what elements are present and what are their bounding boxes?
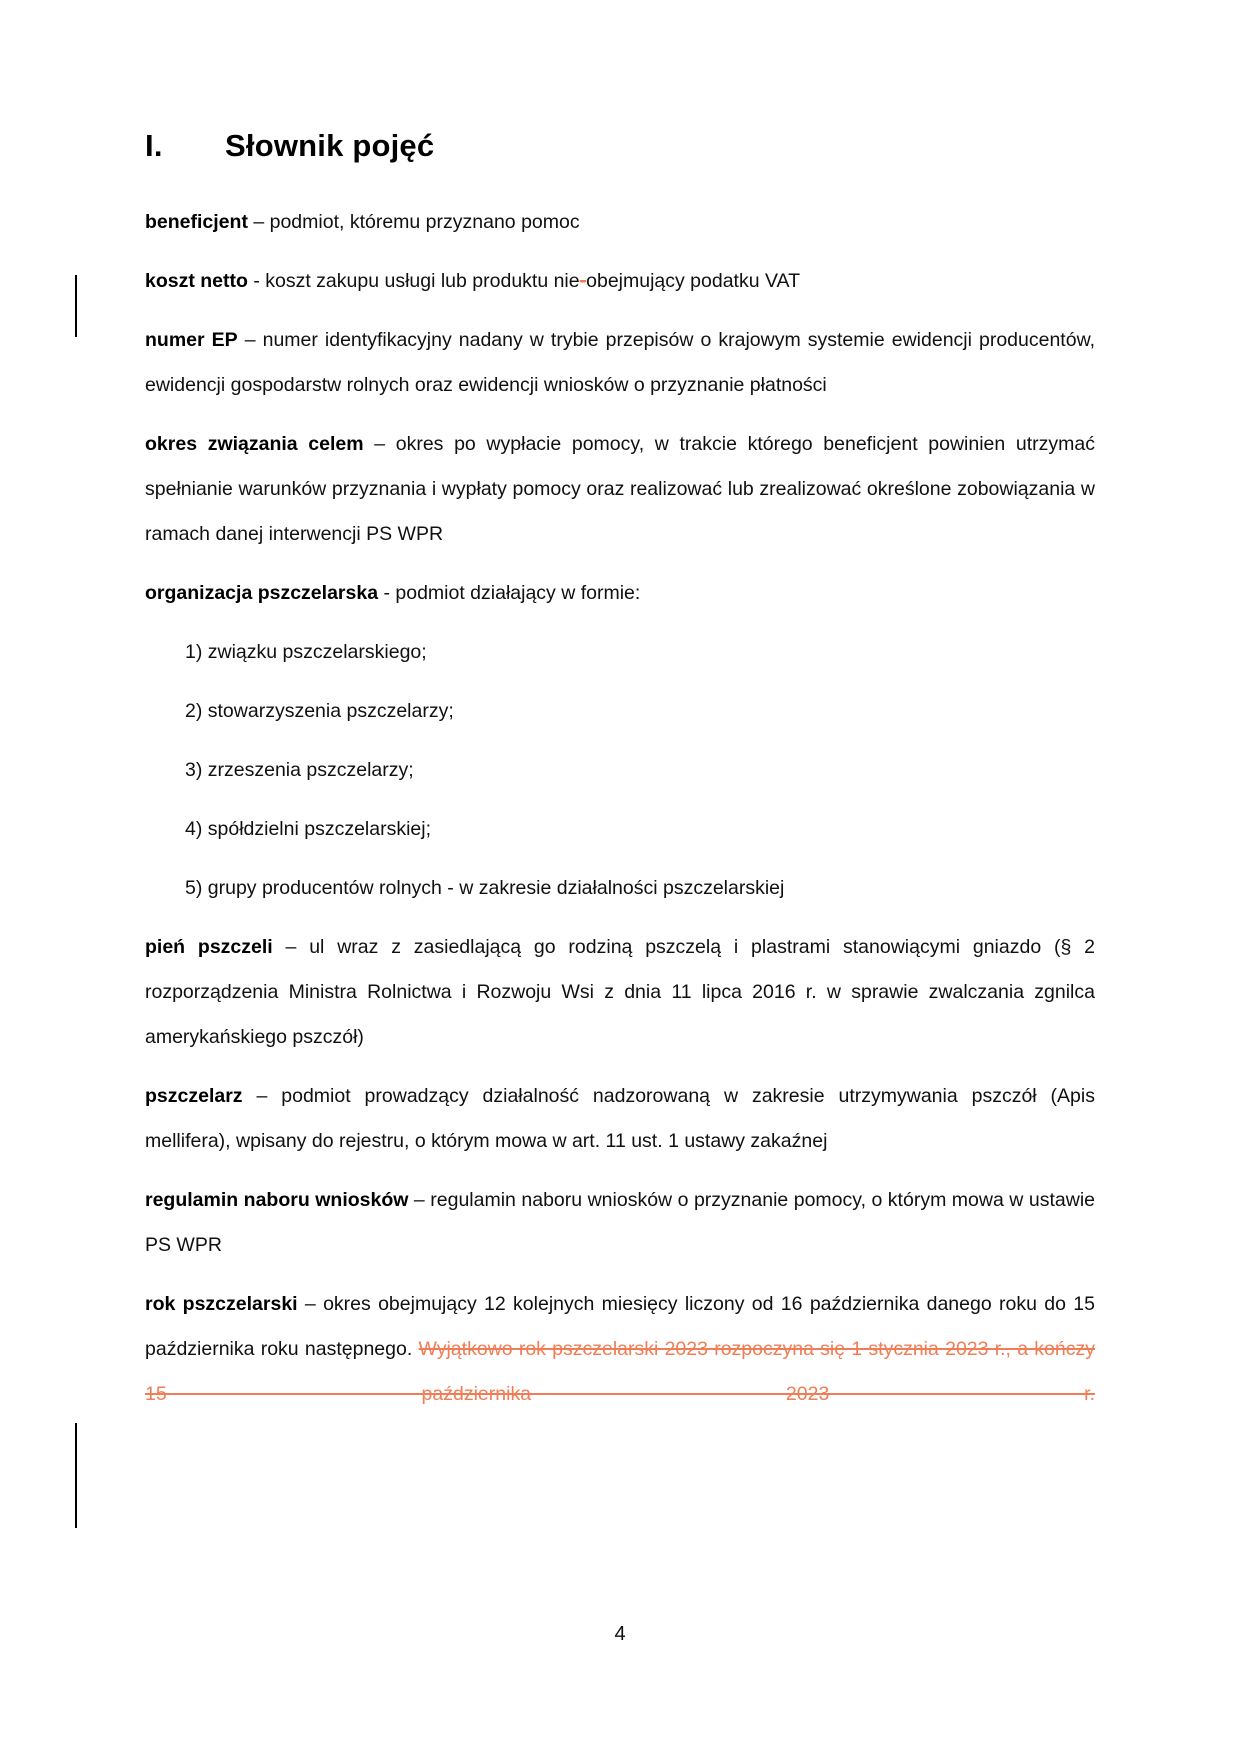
definition-regulamin-naboru-wnioskow: – regulamin naboru wniosków o przyznanie pomocy, o którym mowa w ustawie PS WPR [145, 1189, 1095, 1256]
list-item-4: 4) spółdzielni pszczelarskiej; [185, 818, 432, 840]
entry-beneficjent [145, 200, 1095, 245]
term-koszt-netto: koszt netto [145, 270, 248, 292]
definition-rok-pszczelarski: – okres obejmujący 12 kolejnych miesięcy liczony od 16 października danego roku do 15 października roku następnego. [145, 1293, 1095, 1360]
section-title: Słownik pojęć [225, 128, 435, 163]
change-bar-rok-pszczelarski [75, 1423, 77, 1528]
entry-koszt-netto [145, 259, 1095, 304]
change-bar-koszt-netto [75, 275, 77, 337]
definition-koszt-netto-after: obejmujący podatku VAT [586, 270, 801, 292]
list-item-5: 5) grupy producentów rolnych - w zakresie działalności pszczelarskiej [185, 877, 785, 899]
page-number: 4 [614, 1623, 626, 1645]
term-pszczelarz: pszczelarz [145, 1085, 243, 1107]
term-pien-pszczeli: pień pszczeli [145, 936, 273, 958]
term-regulamin-naboru-wnioskow: regulamin naboru wniosków [145, 1189, 409, 1211]
list-item-1: 1) związku pszczelarskiego; [185, 641, 427, 663]
entry-pien-pszczeli [145, 925, 1095, 1060]
term-beneficjent: beneficjent [145, 211, 248, 233]
term-organizacja-pszczelarska: organizacja pszczelarska [145, 582, 379, 604]
list-item-3: 3) zrzeszenia pszczelarzy; [185, 759, 414, 781]
definition-pszczelarz: – podmiot prowadzący działalność nadzorowaną w zakresie utrzymywania pszczół (Apis mellifera), wpisany do rejestru, o którym mowa w art. 11 ust. 1 ustawy zakaźnej [145, 1085, 1095, 1152]
definition-koszt-netto-before: - koszt zakupu usługi lub produktu nie [247, 270, 580, 292]
definition-beneficjent: – podmiot, któremu przyznano pomoc [247, 211, 580, 233]
definition-pien-pszczeli: – ul wraz z zasiedlającą go rodziną pszczelą i plastrami stanowiącymi gniazdo (§ 2 rozporządzenia Ministra Rolnictwa i Rozwoju Wsi z dnia 11 lipca 2016 r. w sprawie zwalczania zgnilca amerykańskiego pszczół) [145, 936, 1095, 1048]
entry-okres-zwiazania-celem [145, 422, 1095, 557]
entry-rok-pszczelarski [145, 1282, 1095, 1417]
section-number: I. [145, 128, 163, 163]
entry-numer-ep [145, 318, 1095, 408]
entry-pszczelarz [145, 1074, 1095, 1164]
deleted-hyphen-mark: - [579, 270, 587, 292]
entry-regulamin-naboru-wnioskow [145, 1178, 1095, 1268]
term-rok-pszczelarski: rok pszczelarski [145, 1293, 298, 1315]
section-heading [145, 128, 1095, 164]
list-item-2: 2) stowarzyszenia pszczelarzy; [185, 700, 454, 722]
term-numer-ep: numer EP [145, 329, 238, 351]
entry-organizacja-pszczelarska [145, 571, 1095, 616]
deleted-sentence: Wyjątkowo rok pszczelarski 2023 rozpoczyna się 1 stycznia 2023 r., a kończy 15 października 2023 r. [145, 1338, 1095, 1405]
definition-okres-zwiazania-celem: – okres po wypłacie pomocy, w trakcie którego beneficjent powinien utrzymać spełnianie warunków przyznania i wypłaty pomocy oraz realizować lub zrealizować określone zobowiązania w ramach danej interwencji PS WPR [145, 433, 1095, 545]
term-okres-zwiazania-celem: okres związania celem [145, 433, 364, 455]
document-content [145, 128, 1095, 1431]
definition-organizacja-pszczelarska: - podmiot działający w formie: [378, 582, 641, 604]
definition-numer-ep: – numer identyfikacyjny nadany w trybie przepisów o krajowym systemie ewidencji producentów, ewidencji gospodarstw rolnych oraz ewidencji wniosków o przyznanie płatności [145, 329, 1095, 396]
